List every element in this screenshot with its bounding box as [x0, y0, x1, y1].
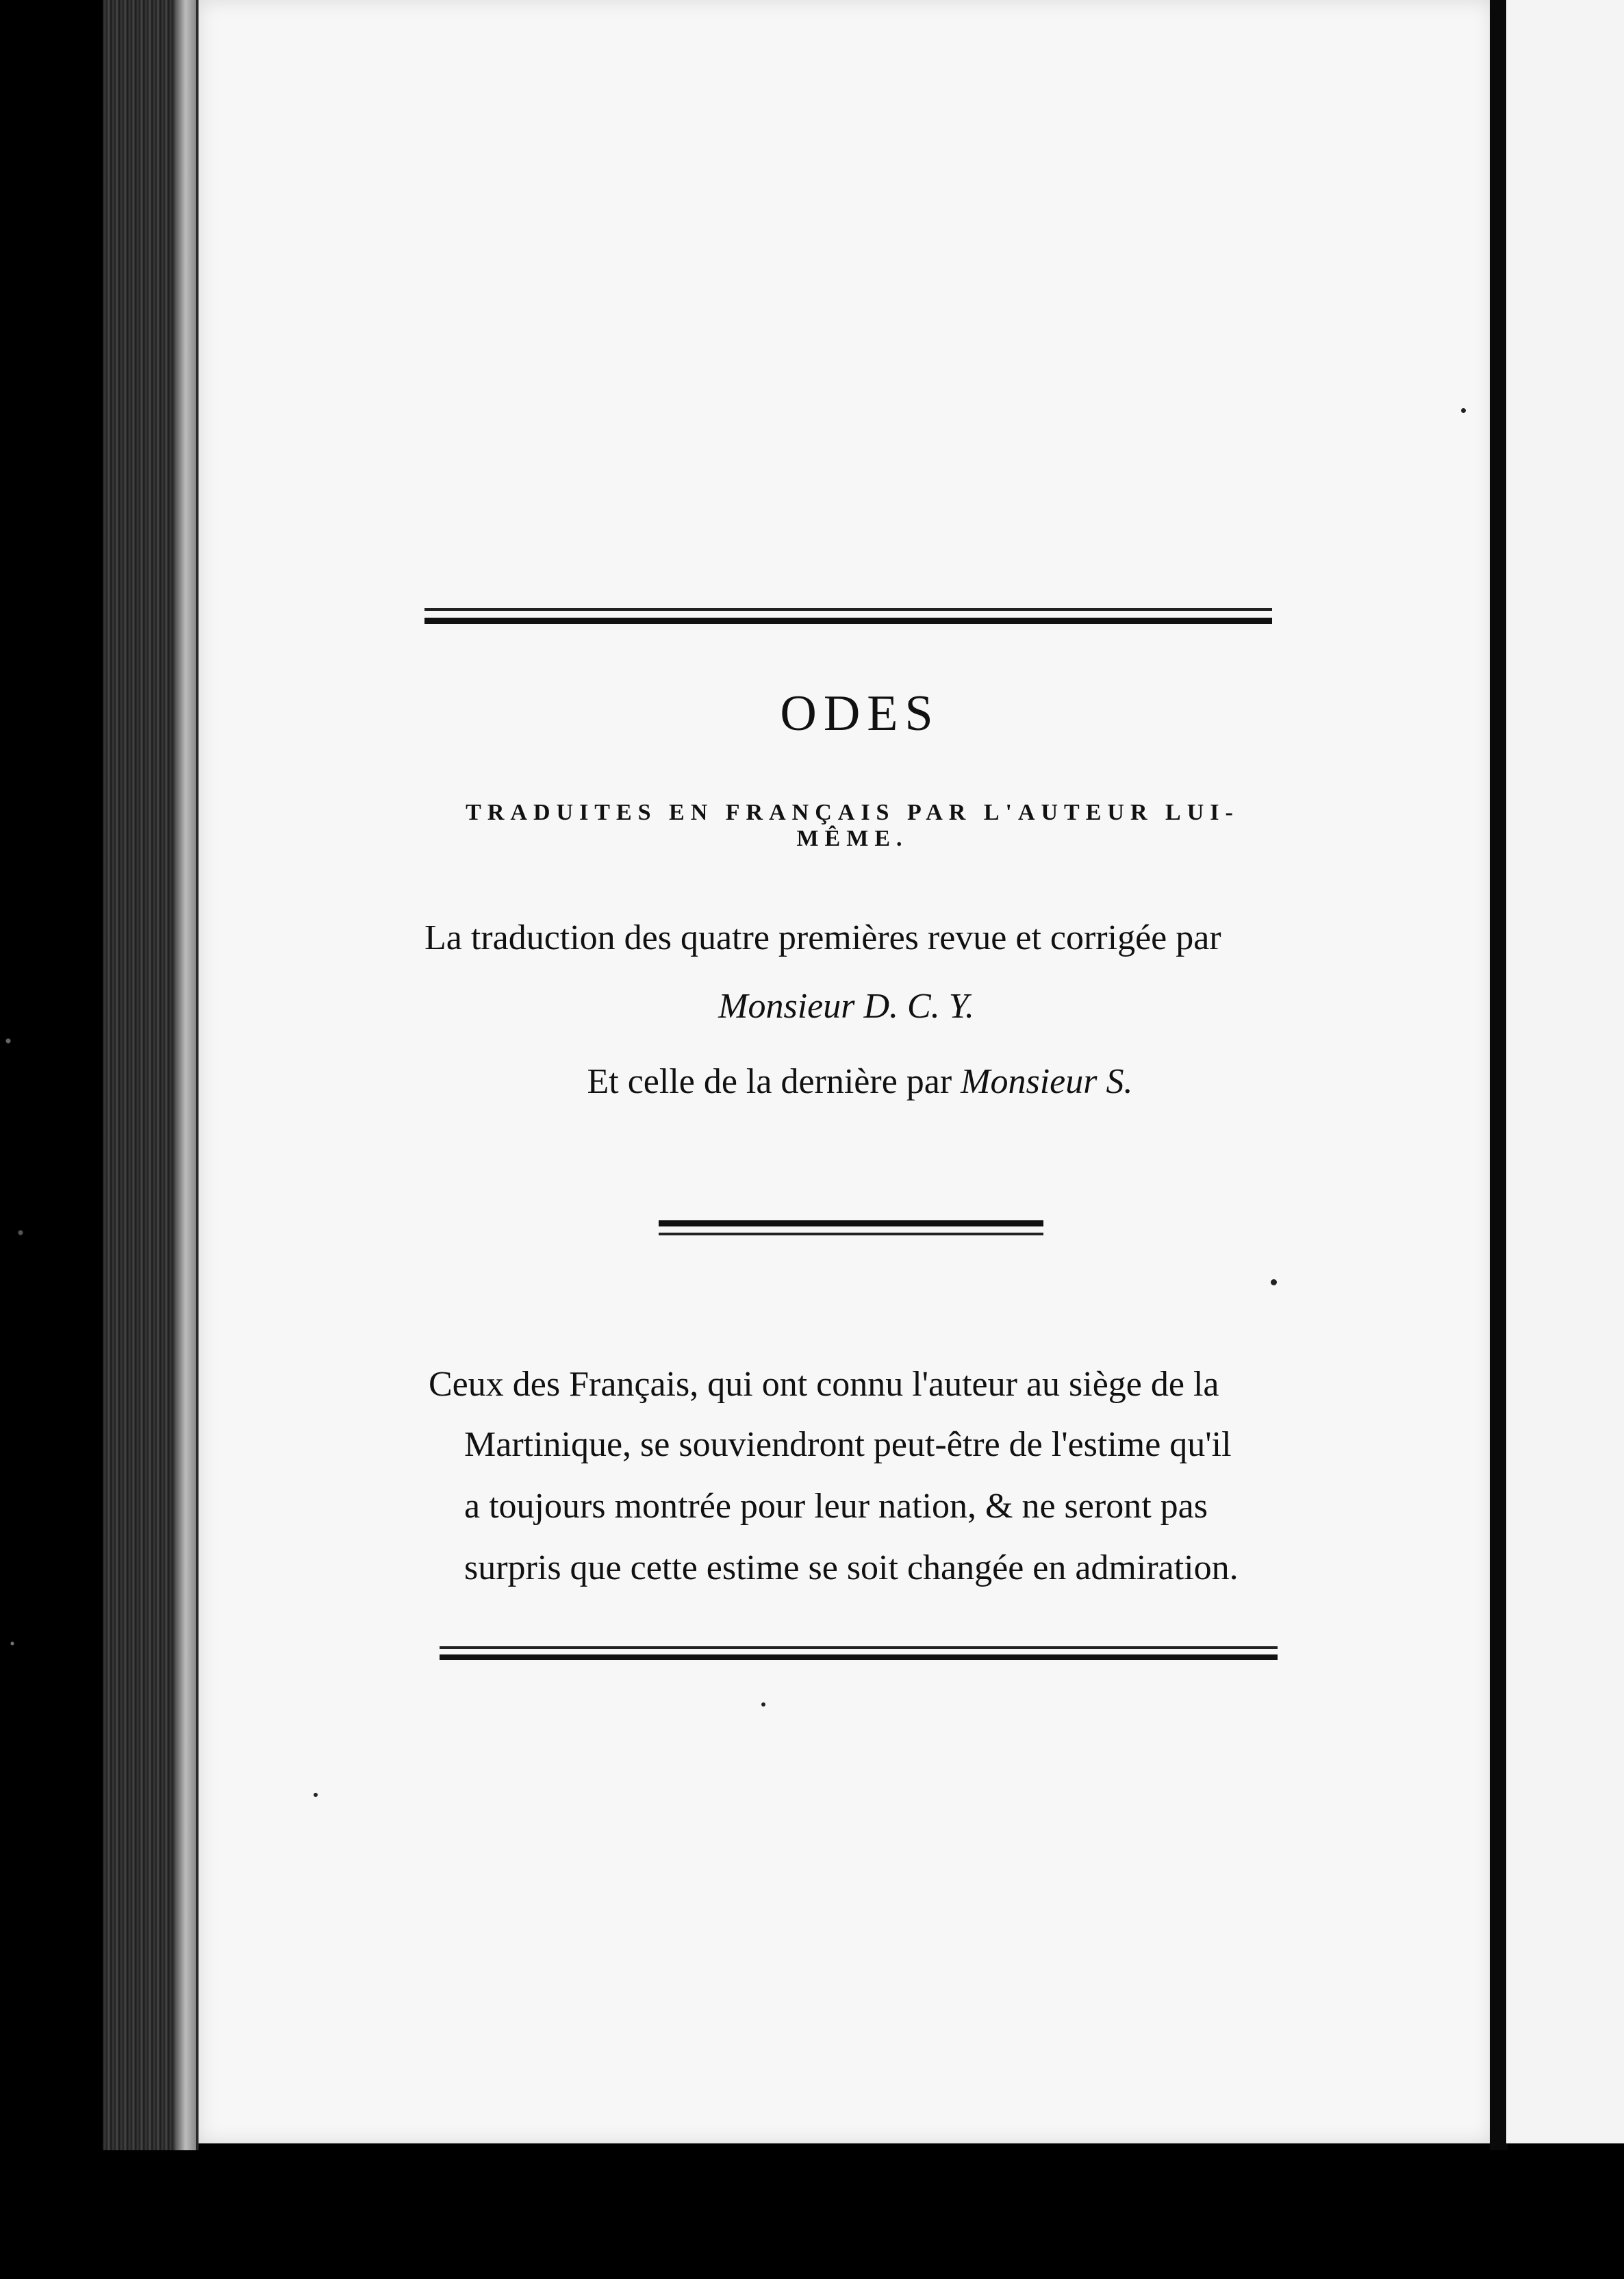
ink-speck [1271, 1279, 1277, 1285]
bottom-rule [440, 1642, 1278, 1670]
page-subtitle: TRADUITES EN FRANÇAIS PAR L'AUTEUR LUI-MÊME. [466, 800, 1239, 851]
ink-speck [1461, 408, 1466, 413]
middle-rule [659, 1216, 1043, 1241]
translation-note-line-3-text: Et celle de la dernière par [587, 1062, 961, 1101]
paragraph-line: Ceux des Français, qui ont connu l'auteur au siège de la [429, 1365, 1219, 1404]
ink-speck [761, 1702, 765, 1707]
paragraph-line: Martinique, se souviendront peut-être de l'estime qu'il [464, 1425, 1232, 1464]
paragraph-line: a toujours montrée pour leur nation, & ne seront pas [464, 1487, 1208, 1526]
translation-note-line-3 [0, 1061, 1624, 1102]
translation-note-line-1: La traduction des quatre premières revue et corrigée par [424, 918, 1221, 957]
top-rule [424, 604, 1272, 631]
translator-name: Monsieur S. [961, 1062, 1133, 1101]
page-title: ODES [780, 685, 940, 742]
translation-note-line-2: Monsieur D. C. Y. [718, 987, 974, 1026]
paragraph-line: surpris que cette estime se soit changée en admiration. [464, 1548, 1239, 1587]
ink-speck [314, 1793, 318, 1797]
